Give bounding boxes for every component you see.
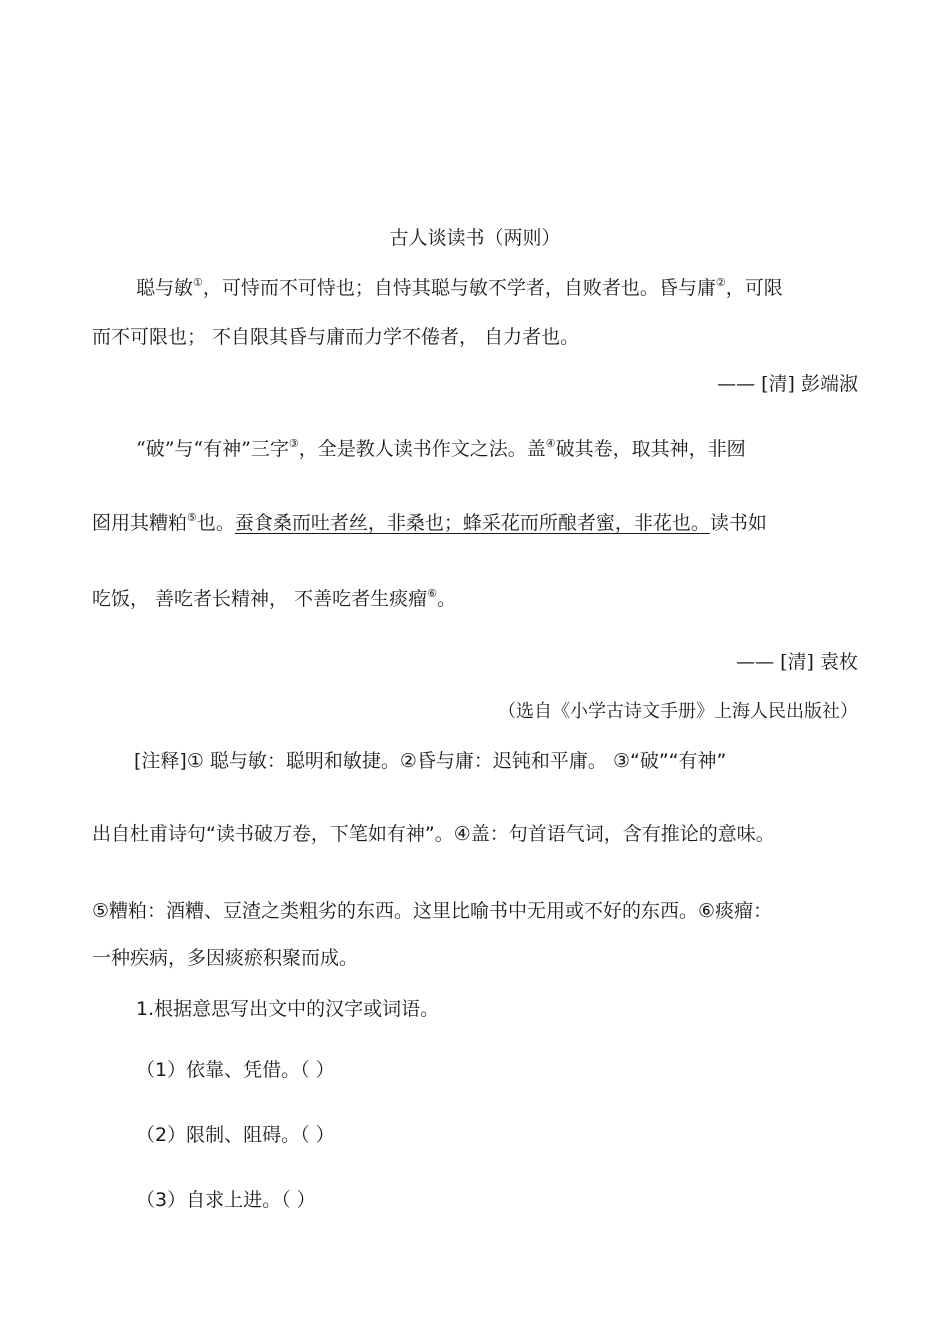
footnote-marker: ④	[545, 436, 556, 450]
footnote-marker: ⑥	[427, 586, 437, 600]
footnote-marker: ③	[288, 436, 299, 450]
passage2-line-1: “破”与“有神”三字③，全是教人读书作文之法。盖④破其卷，取其神，非囫	[136, 436, 746, 460]
passage2-line-3: 吃饭， 善吃者长精神， 不善吃者生痰瘤⑥。	[92, 586, 456, 610]
question-item-3: （3）自求上进。（ ）	[136, 1189, 316, 1211]
notes-line-4: 一种疾病，多因痰瘀积聚而成。	[92, 947, 359, 969]
notes-line-1: [注释]① 聪与敏：聪明和敏捷。②昏与庸：迟钝和平庸。 ③“破”“有神”	[134, 750, 727, 772]
underlined-sentence: 蚕食桑而吐者丝，非桑也；蜂采花而所酿者蜜，非花也。	[234, 512, 710, 534]
footnote-marker: ①	[193, 275, 203, 289]
passage2-line-2: 囵用其糟粕⑤也。蚕食桑而吐者丝，非桑也；蜂采花而所酿者蜜，非花也。读书如	[92, 510, 767, 534]
passage1-author: —— [清] 彭端淑	[717, 373, 858, 395]
passage2-author: —— [清] 袁枚	[736, 651, 858, 673]
notes-line-3: ⑤糟粕：酒糟、豆渣之类粗劣的东西。这里比喻书中无用或不好的东西。⑥痰瘤：	[92, 900, 773, 922]
footnote-marker: ⑤	[187, 510, 197, 524]
question-prompt: 1.根据意思写出文中的汉字或词语。	[136, 998, 440, 1020]
passage1-line-2: 而不可限也； 不自限其昏与庸而力学不倦者， 自力者也。	[92, 326, 580, 348]
notes-line-2: 出自杜甫诗句“读书破万卷，下笔如有神”。④盖：句首语气词，含有推论的意味。	[92, 823, 775, 845]
passage1-line-1: 聪与敏①，可恃而不可恃也；自恃其聪与敏不学者，自败者也。昏与庸②，可限	[136, 275, 783, 299]
page-title: 古人谈读书（两则）	[389, 227, 561, 249]
question-item-2: （2）限制、阻碍。（ ）	[136, 1124, 335, 1146]
source-citation: （选自《小学古诗文手册》上海人民出版社）	[498, 701, 858, 722]
question-item-1: （1）依靠、凭借。（ ）	[136, 1059, 335, 1081]
footnote-marker: ②	[715, 275, 726, 289]
